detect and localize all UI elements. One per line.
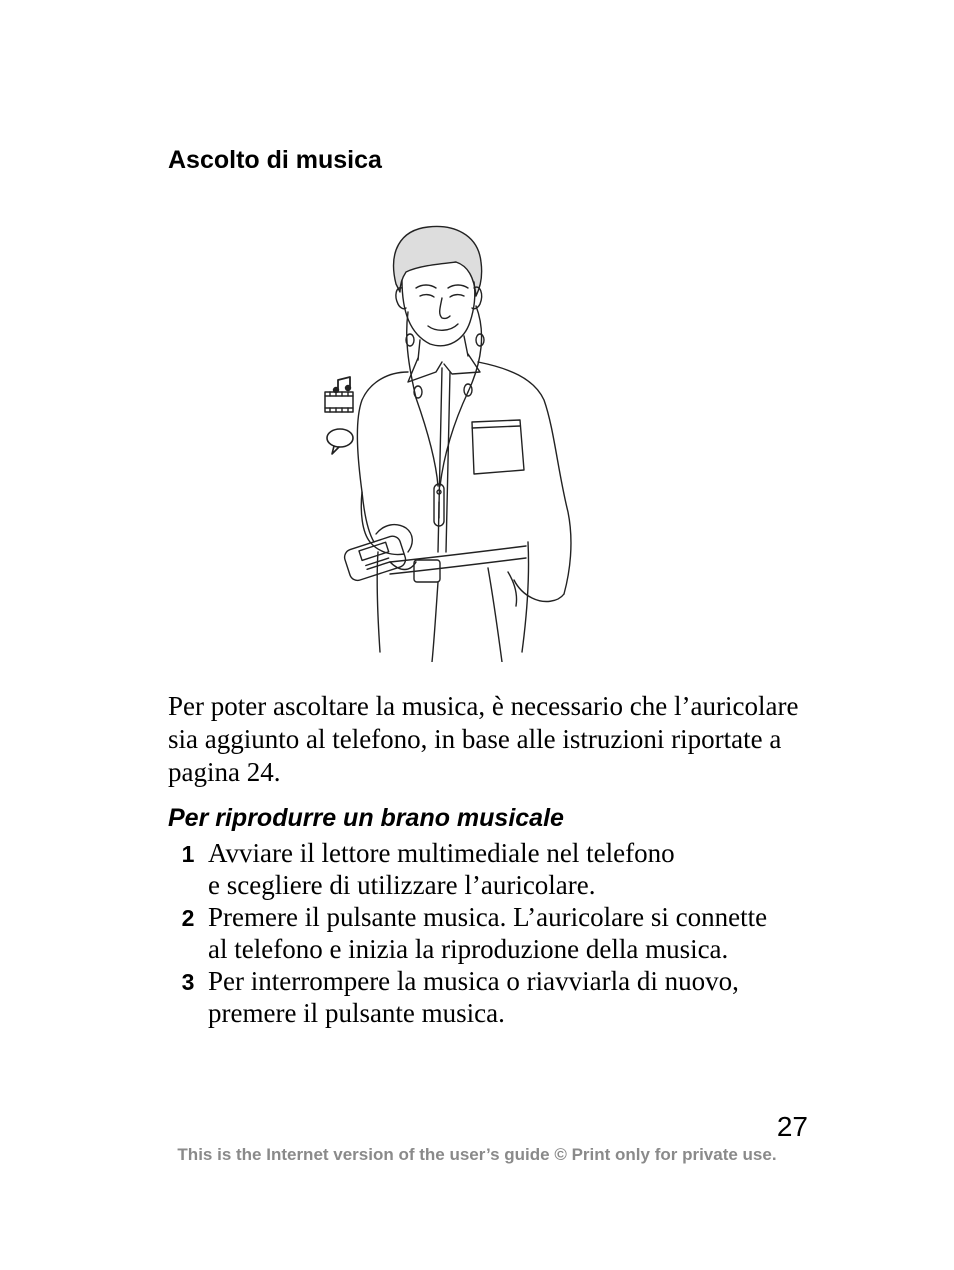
step-text: Premere il pulsante musica. L’auricolare si connette al telefono e inizia la riproduzione della musica. [208, 902, 768, 964]
speech-bubble-icon [327, 429, 353, 454]
step-number: 2 [181, 905, 195, 931]
step-text: Avviare il lettore multimediale nel telefono e scegliere di utilizzare l’auricolare. [208, 838, 675, 900]
page-number: 27 [776, 1111, 808, 1142]
media-player-icon [325, 377, 353, 412]
page-title: Ascolto di musica [168, 146, 382, 174]
steps-list [168, 837, 828, 1029]
step-item [168, 901, 828, 965]
step-number: 1 [181, 841, 195, 867]
step-item [168, 837, 828, 901]
intro-paragraph: Per poter ascoltare la musica, è necessario che l’auricolare sia aggiunto al telefono, in base alle istruzioni riportate a pagina 24. [168, 691, 799, 787]
section-subheading: Per riprodurre un brano musicale [168, 804, 564, 832]
man-with-headset-illustration [318, 222, 588, 662]
step-text: Per interrompere la musica o riavviarla di nuovo, premere il pulsante musica. [208, 966, 739, 1028]
step-number: 3 [181, 969, 195, 995]
step-item [168, 965, 828, 1029]
footer-notice: This is the Internet version of the user’s guide © Print only for private use. [177, 1145, 777, 1164]
